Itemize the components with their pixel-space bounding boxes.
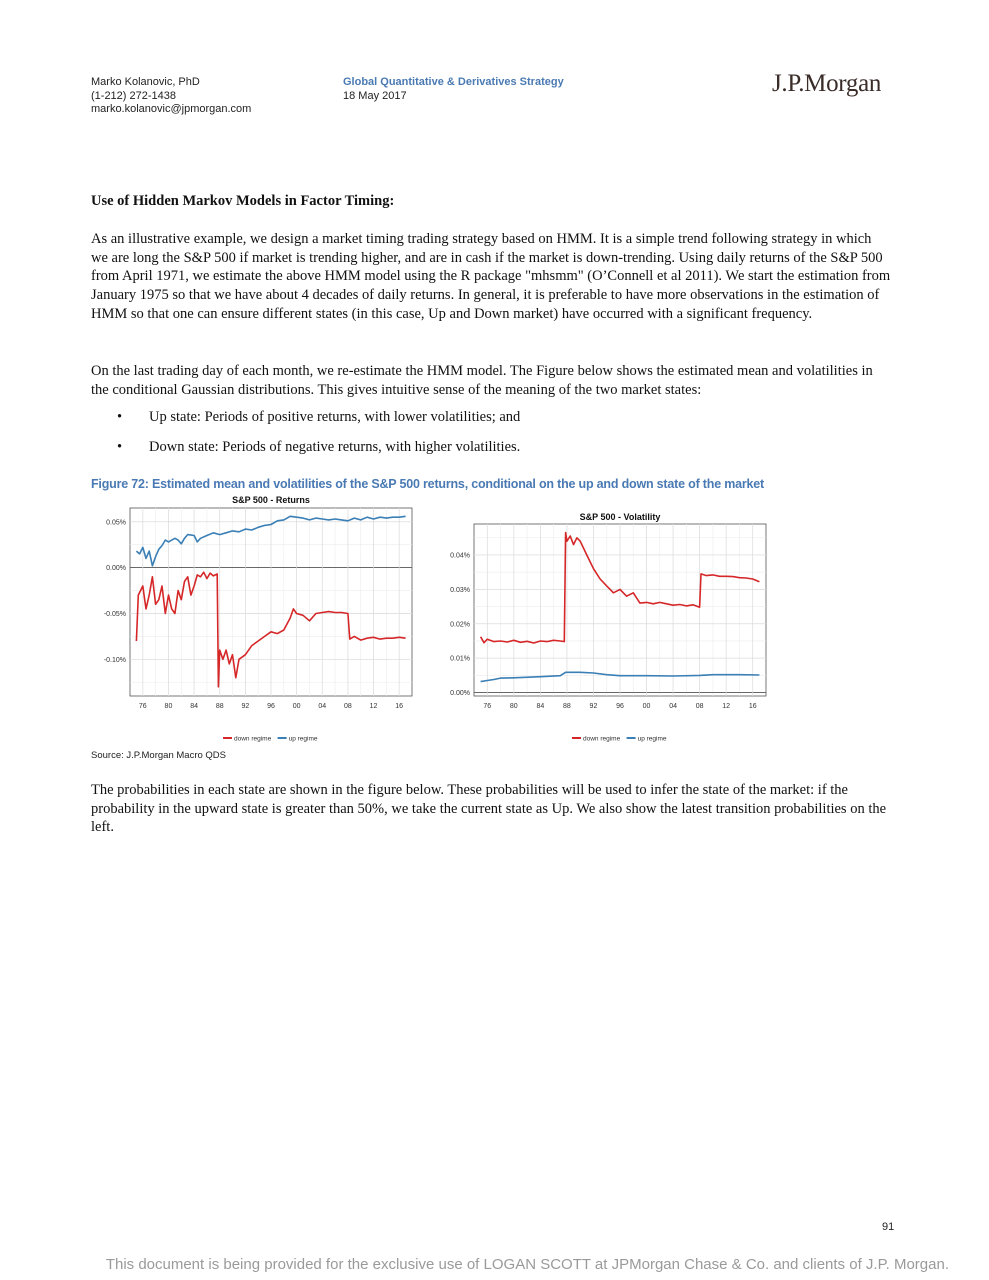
author-email[interactable]: marko.kolanovic@jpmorgan.com	[91, 103, 252, 115]
x-tick-label: 88	[563, 703, 571, 710]
legend-label: up regime	[637, 735, 667, 743]
legend-label: down regime	[234, 735, 272, 743]
volatility-chart	[432, 508, 777, 748]
paragraph-3-text: The probabilities in each state are shown in the figure below. These probabilities will be used to infer the state of the market: if the probability in the upward state is greater than 50%, we take the current state as Up. We also show the latest transition probabilities on the left.	[91, 782, 887, 836]
y-tick-label: 0.02%	[450, 621, 470, 629]
author-name: Marko Kolanovic, PhD	[91, 76, 200, 88]
y-tick-label: 0.00%	[106, 565, 126, 573]
x-tick-label: 04	[318, 703, 327, 710]
y-tick-label: -0.05%	[103, 610, 126, 618]
figure-source: Source: J.P.Morgan Macro QDS	[91, 750, 226, 761]
author-block	[91, 76, 251, 117]
figure-title: Figure 72: Estimated mean and volatilities of the S&P 500 returns, conditional on the up and down state of the market	[91, 477, 765, 491]
x-tick-label: 84	[190, 703, 198, 710]
paragraph-1-text: As an illustrative example, we design a market timing trading strategy based on HMM. It is a simple trend following strategy in which we are long the S&P 500 if market is trending higher, and are in cash if the market is down-trending. Using daily returns of the S&P 500 from April 1971, we estimate the above HMM model using the R package "mhsmm" (O’Connell et al 2011). We start the estimation from January 1975 so that we have about 4 decades of daily returns. In general, it is preferable to have more observations in the estimation of HMM so that one can ensure different states (in this case, Up and Down market) have occurred with a significant frequency.	[91, 231, 891, 322]
bullet-text: Down state: Periods of negative returns, with higher volatilities.	[149, 439, 521, 455]
returns-chart	[88, 492, 428, 748]
bullet-item	[117, 439, 520, 456]
x-tick-label: 12	[369, 703, 378, 710]
y-tick-label: 0.04%	[450, 552, 470, 560]
bullet-dot-icon: •	[117, 439, 123, 455]
chart-title: S&P 500 - Returns	[232, 495, 310, 505]
x-tick-label: 08	[695, 703, 704, 710]
y-tick-label: 0.03%	[450, 586, 470, 594]
x-tick-label: 08	[344, 703, 352, 710]
page-number: 91	[882, 1221, 895, 1233]
jpmorgan-logo: J.P.Morgan	[772, 70, 882, 97]
paragraph-2-text: On the last trading day of each month, we re-estimate the HMM model. The Figure below shows the estimated mean and volatilities in the conditional Gaussian distributions. This gives intuitive sense of the meaning of the two market states:	[91, 363, 873, 398]
x-tick-label: 96	[616, 703, 624, 710]
x-tick-label: 76	[138, 703, 147, 710]
bullet-text: Up state: Periods of positive returns, with lower volatilities; and	[149, 409, 521, 425]
bullet-item	[117, 409, 520, 426]
y-tick-label: 0.05%	[106, 519, 126, 527]
y-tick-label: 0.01%	[450, 655, 470, 663]
x-tick-label: 00	[292, 703, 301, 710]
x-tick-label: 04	[669, 703, 677, 710]
x-tick-label: 88	[215, 703, 224, 710]
legend-label: up regime	[288, 735, 318, 743]
x-tick-label: 80	[509, 703, 518, 710]
x-tick-label: 12	[722, 703, 731, 710]
y-tick-label: -0.10%	[103, 656, 126, 664]
footer-text: This document is being provided for the exclusive use of LOGAN SCOTT at JPMorgan Chase & Co. and clients of J.P. Morgan.	[105, 1256, 949, 1273]
x-tick-label: 92	[589, 703, 598, 710]
x-tick-label: 92	[241, 703, 250, 710]
author-phone: (1-212) 272-1438	[91, 89, 177, 102]
section-title: Use of Hidden Markov Models in Factor Timing:	[91, 193, 395, 209]
paragraph-2	[91, 362, 891, 399]
report-date: 18 May 2017	[343, 89, 407, 102]
x-tick-label: 16	[748, 703, 757, 710]
x-tick-label: 76	[483, 703, 492, 710]
x-tick-label: 84	[536, 703, 545, 710]
paragraph-3	[91, 781, 891, 837]
x-tick-label: 00	[642, 703, 651, 710]
chart-title: S&P 500 - Volatility	[579, 512, 661, 522]
legend-label: down regime	[583, 735, 621, 743]
report-info	[343, 76, 564, 103]
y-tick-label: 0.00%	[450, 690, 470, 698]
footer-disclaimer	[0, 1256, 989, 1273]
paragraph-1	[91, 230, 891, 324]
department: Global Quantitative & Derivatives Strategy	[343, 76, 564, 88]
bullet-dot-icon: •	[117, 409, 123, 425]
x-tick-label: 96	[267, 703, 275, 710]
x-tick-label: 80	[164, 703, 173, 710]
x-tick-label: 16	[395, 703, 404, 710]
